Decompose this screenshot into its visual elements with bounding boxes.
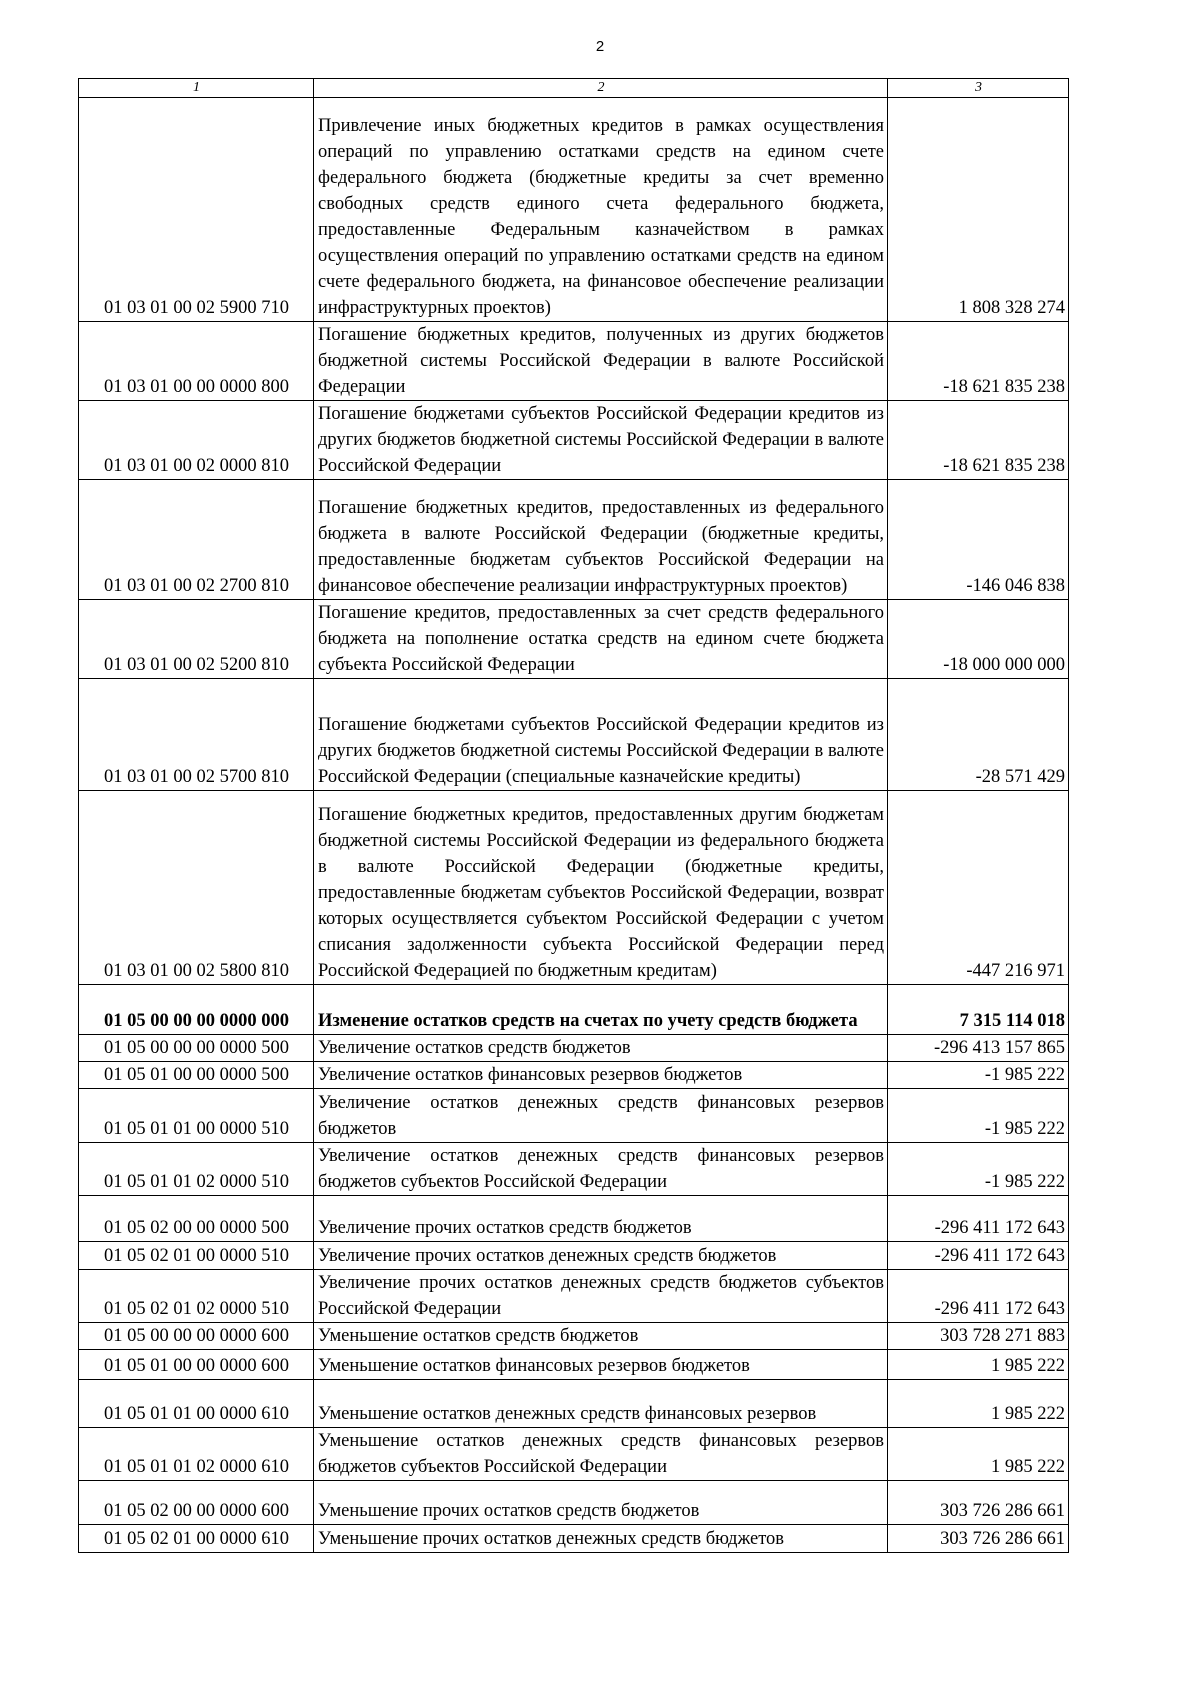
table-row — [79, 1350, 1069, 1380]
budget-code-cell: 01 05 02 00 00 0000 600 — [79, 1481, 314, 1525]
amount-cell: -296 411 172 643 — [888, 1270, 1069, 1323]
amount-cell: -1 985 222 — [888, 1143, 1069, 1196]
budget-code-cell: 01 05 01 00 00 0000 500 — [79, 1062, 314, 1089]
budget-code-cell: 01 03 01 00 02 5800 810 — [79, 791, 314, 985]
table-row — [79, 1525, 1069, 1553]
table-row — [79, 1062, 1069, 1089]
table-row — [79, 1380, 1069, 1428]
budget-code-cell: 01 03 01 00 02 5200 810 — [79, 600, 314, 679]
budget-code-cell: 01 05 01 01 02 0000 510 — [79, 1143, 314, 1196]
description-cell: Увеличение остатков средств бюджетов — [314, 1035, 888, 1062]
amount-cell: 303 728 271 883 — [888, 1323, 1069, 1350]
amount-cell: -18 000 000 000 — [888, 600, 1069, 679]
table-row — [79, 401, 1069, 480]
table-row — [79, 480, 1069, 600]
description-cell: Уменьшение остатков финансовых резервов бюджетов — [314, 1350, 888, 1380]
table-row — [79, 1270, 1069, 1323]
amount-cell: 7 315 114 018 — [888, 985, 1069, 1035]
amount-cell: 303 726 286 661 — [888, 1525, 1069, 1553]
description-cell: Погашение бюджетных кредитов, предоставленных другим бюджетам бюджетной системы Российской Федерации из федерального бюджета в валюте Российской Федерации (бюджетные кредиты, предоставленные бюджетам субъектов Российской Федерации, возврат которых осуществляется субъектом Российской Федерации с учетом списания задолженности субъекта Российской Федерации перед Российской Федерацией по бюджетным кредитам) — [314, 791, 888, 985]
amount-cell: -18 621 835 238 — [888, 401, 1069, 480]
table-row — [79, 985, 1069, 1035]
page-number: 2 — [595, 38, 605, 55]
table-row — [79, 1035, 1069, 1062]
amount-cell: -1 985 222 — [888, 1089, 1069, 1143]
description-cell: Увеличение остатков финансовых резервов бюджетов — [314, 1062, 888, 1089]
table-row — [79, 600, 1069, 679]
table-row — [79, 1143, 1069, 1196]
table-row — [79, 98, 1069, 322]
amount-cell: -146 046 838 — [888, 480, 1069, 600]
description-cell: Привлечение иных бюджетных кредитов в рамках осуществления операций по управлению остатками средств на едином счете федерального бюджета (бюджетные кредиты за счет временно свободных средств единого счета федерального бюджета, предоставленные Федеральным казначейством в рамках осуществления операций по управлению остатками средств на едином счете федерального бюджета, на финансовое обеспечение реализации инфраструктурных проектов) — [314, 98, 888, 322]
description-cell: Погашение бюджетных кредитов, полученных из других бюджетов бюджетной системы Российской Федерации в валюте Российской Федерации — [314, 322, 888, 401]
description-cell: Уменьшение остатков средств бюджетов — [314, 1323, 888, 1350]
budget-code-cell: 01 03 01 00 02 2700 810 — [79, 480, 314, 600]
budget-code-cell: 01 03 01 00 00 0000 800 — [79, 322, 314, 401]
amount-cell: -1 985 222 — [888, 1062, 1069, 1089]
description-cell: Увеличение прочих остатков средств бюджетов — [314, 1196, 888, 1242]
description-cell: Уменьшение остатков денежных средств финансовых резервов бюджетов субъектов Российской Федерации — [314, 1428, 888, 1481]
amount-cell: 303 726 286 661 — [888, 1481, 1069, 1525]
table-row — [79, 1242, 1069, 1270]
budget-code-cell: 01 05 00 00 00 0000 600 — [79, 1323, 314, 1350]
amount-cell: -296 413 157 865 — [888, 1035, 1069, 1062]
budget-code-cell: 01 05 00 00 00 0000 000 — [79, 985, 314, 1035]
budget-code-cell: 01 05 02 00 00 0000 500 — [79, 1196, 314, 1242]
description-cell: Увеличение остатков денежных средств финансовых резервов бюджетов субъектов Российской Федерации — [314, 1143, 888, 1196]
amount-cell: 1 808 328 274 — [888, 98, 1069, 322]
table-row — [79, 1196, 1069, 1242]
description-cell: Увеличение остатков денежных средств финансовых резервов бюджетов — [314, 1089, 888, 1143]
column-header-3: 3 — [888, 79, 1069, 98]
amount-cell: -28 571 429 — [888, 679, 1069, 791]
table-row — [79, 1428, 1069, 1481]
description-cell: Погашение бюджетами субъектов Российской Федерации кредитов из других бюджетов бюджетной системы Российской Федерации в валюте Российской Федерации — [314, 401, 888, 480]
amount-cell: -296 411 172 643 — [888, 1196, 1069, 1242]
table-row — [79, 322, 1069, 401]
description-cell: Увеличение прочих остатков денежных средств бюджетов — [314, 1242, 888, 1270]
table-row — [79, 1323, 1069, 1350]
description-cell: Уменьшение прочих остатков средств бюджетов — [314, 1481, 888, 1525]
budget-code-cell: 01 03 01 00 02 5900 710 — [79, 98, 314, 322]
description-cell: Увеличение прочих остатков денежных средств бюджетов субъектов Российской Федерации — [314, 1270, 888, 1323]
description-cell: Уменьшение прочих остатков денежных средств бюджетов — [314, 1525, 888, 1553]
description-cell: Изменение остатков средств на счетах по учету средств бюджета — [314, 985, 888, 1035]
budget-code-cell: 01 05 02 01 00 0000 510 — [79, 1242, 314, 1270]
table-row — [79, 791, 1069, 985]
budget-code-cell: 01 05 02 01 00 0000 610 — [79, 1525, 314, 1553]
description-cell: Погашение бюджетных кредитов, предоставленных из федерального бюджета в валюте Российской Федерации (бюджетные кредиты, предоставленные бюджетам субъектов Российской Федерации на финансовое обеспечение реализации инфраструктурных проектов) — [314, 480, 888, 600]
amount-cell: -296 411 172 643 — [888, 1242, 1069, 1270]
amount-cell: 1 985 222 — [888, 1380, 1069, 1428]
budget-code-cell: 01 05 01 01 00 0000 510 — [79, 1089, 314, 1143]
table-row — [79, 679, 1069, 791]
budget-code-cell: 01 05 01 01 02 0000 610 — [79, 1428, 314, 1481]
column-header-1: 1 — [79, 79, 314, 98]
budget-code-cell: 01 05 00 00 00 0000 500 — [79, 1035, 314, 1062]
amount-cell: -18 621 835 238 — [888, 322, 1069, 401]
amount-cell: 1 985 222 — [888, 1350, 1069, 1380]
table-header-row — [79, 79, 1069, 98]
budget-code-cell: 01 03 01 00 02 0000 810 — [79, 401, 314, 480]
column-header-2: 2 — [314, 79, 888, 98]
description-cell: Погашение кредитов, предоставленных за счет средств федерального бюджета на пополнение остатка средств на едином счете бюджета субъекта Российской Федерации — [314, 600, 888, 679]
budget-code-cell: 01 03 01 00 02 5700 810 — [79, 679, 314, 791]
description-cell: Погашение бюджетами субъектов Российской Федерации кредитов из других бюджетов бюджетной системы Российской Федерации в валюте Российской Федерации (специальные казначейские кредиты) — [314, 679, 888, 791]
budget-code-cell: 01 05 01 01 00 0000 610 — [79, 1380, 314, 1428]
budget-code-cell: 01 05 01 00 00 0000 600 — [79, 1350, 314, 1380]
budget-sources-table — [78, 78, 1069, 1553]
amount-cell: 1 985 222 — [888, 1428, 1069, 1481]
budget-code-cell: 01 05 02 01 02 0000 510 — [79, 1270, 314, 1323]
table-row — [79, 1089, 1069, 1143]
table-row — [79, 1481, 1069, 1525]
amount-cell: -447 216 971 — [888, 791, 1069, 985]
description-cell: Уменьшение остатков денежных средств финансовых резервов — [314, 1380, 888, 1428]
